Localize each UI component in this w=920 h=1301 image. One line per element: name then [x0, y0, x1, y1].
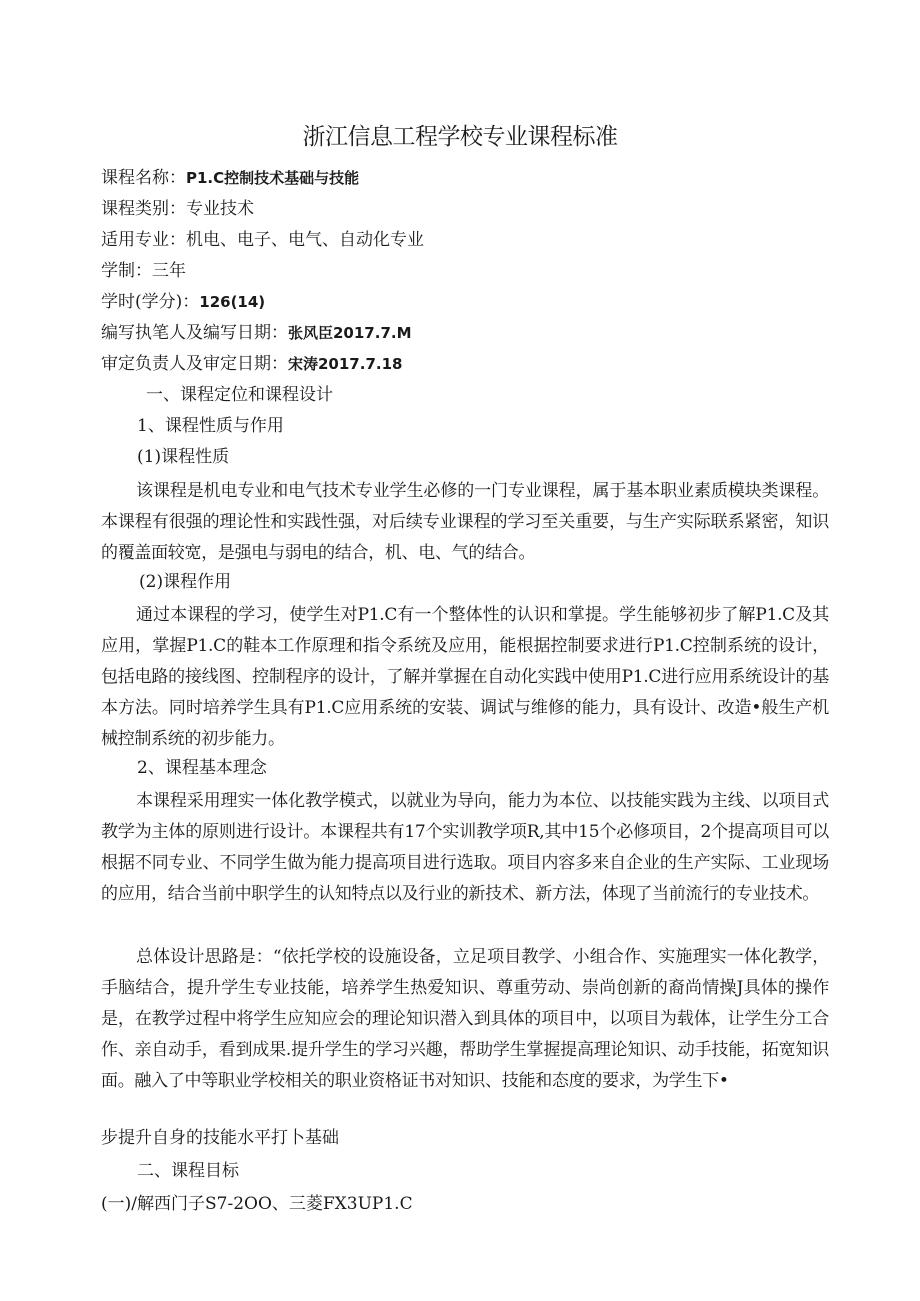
subsection-heading-1-2: (2)课程作用 [139, 572, 232, 592]
paragraph-design-approach: 总体设计思路是：“依托学校的设施设备，立足项目教学、小组合作、实施理实一体化教学，手脑结合，提升学生专业技能，培养学生热爱知识、尊重劳动、崇尚创新的裔尚情操J具体的操作是，在教学过程中将学生应知应会的理论知识潜入到具体的项目中，以项目为载体，让学生分工合作、亲自动手，看到成果.提升学生的学习兴趣，帮助学生掌握提高理论知识、动手技能，拓宽知识面。融入了中等职业学校相关的职业资格证书对知识、技能和态度的要求，为学生下• [101, 947, 829, 1091]
goal-item-1: (一)/解西门子S7-2OO、三菱FX3UP1.C [101, 1194, 413, 1214]
meta-label: 适用专业： [101, 230, 186, 250]
meta-value: 张风臣2017.7.M [288, 324, 412, 342]
meta-value: P1.C控制技术基础与技能 [186, 169, 360, 187]
paragraph-course-role: 通过本课程的学习，使学生对P1.C有一个整体性的认识和掌提。学生能够初步了解P1.C及其应用，掌握P1.C的鞋本工作原理和指令系统及应用，能根据控制要求进行P1.C控制系统的设计，包括电路的接线图、控制程序的设计，了解并掌握在自动化实践中使用P1.C进行应用系统设计的基本方法。同时培养学生具有P1.C应用系统的安装、调试与维修的能力，具有设计、改造•般生产机械控制系统的初步能力。 [101, 605, 829, 749]
meta-label: 审定负责人及审定日期： [101, 354, 288, 374]
meta-hours [101, 290, 265, 314]
meta-label: 课程类别： [101, 199, 186, 219]
meta-author [101, 321, 412, 345]
meta-label: 课程名称： [101, 168, 186, 188]
meta-value: 机电、电子、电气、自动化专业 [186, 230, 424, 250]
meta-value: 126(14) [199, 293, 266, 311]
meta-duration [101, 259, 186, 283]
section-heading-2: 二、课程目标 [137, 1161, 239, 1181]
meta-course-type [101, 197, 254, 221]
subsection-heading-2: 2、课程基本理念 [137, 758, 267, 778]
paragraph-course-philosophy: 本课程采用理实一体化教学模式，以就业为导向，能力为本位、以技能实践为主线、以项目式教学为主体的原则进行设计。本课程共有17个实训教学项R,其中15个必修项目，2个提高项目可以根据不同专业、不同学生做为能力提高项目进行选取。项目内容多来自企业的生产实际、工业现场的应用，结合当前中职学生的认知特点以及行业的新技术、新方法，体现了当前流行的专业技术。 [101, 791, 829, 904]
paragraph-design-approach-tail: 步提升自身的技能水平打卜基础 [101, 1128, 339, 1148]
meta-major [101, 228, 424, 252]
meta-label: 编写执笔人及编写日期： [101, 323, 288, 343]
meta-course-name [101, 166, 359, 190]
section-heading-1: 一、课程定位和课程设计 [146, 385, 333, 405]
subsection-heading-1-1: (1)课程性质 [137, 447, 230, 467]
meta-value: 宋涛2017.7.18 [288, 355, 403, 373]
subsection-heading-1: 1、课程性质与作用 [137, 416, 284, 436]
paragraph-course-nature: 该课程是机电专业和电气技术专业学生必修的一门专业课程，属于基本职业素质模块类课程。本课程有很强的理论性和实践性强，对后续专业课程的学习至关重要，与生产实际联系紧密，知识的覆盖面较宽，是强电与弱电的结合，机、电、气的结合。 [101, 481, 829, 563]
document-title: 浙江信息工程学校专业课程标准 [302, 124, 618, 150]
meta-label: 学制： [101, 261, 152, 281]
meta-value: 专业技术 [186, 199, 254, 219]
meta-reviewer [101, 352, 402, 376]
meta-label: 学时(学分)： [101, 292, 200, 312]
meta-value: 三年 [152, 261, 186, 281]
